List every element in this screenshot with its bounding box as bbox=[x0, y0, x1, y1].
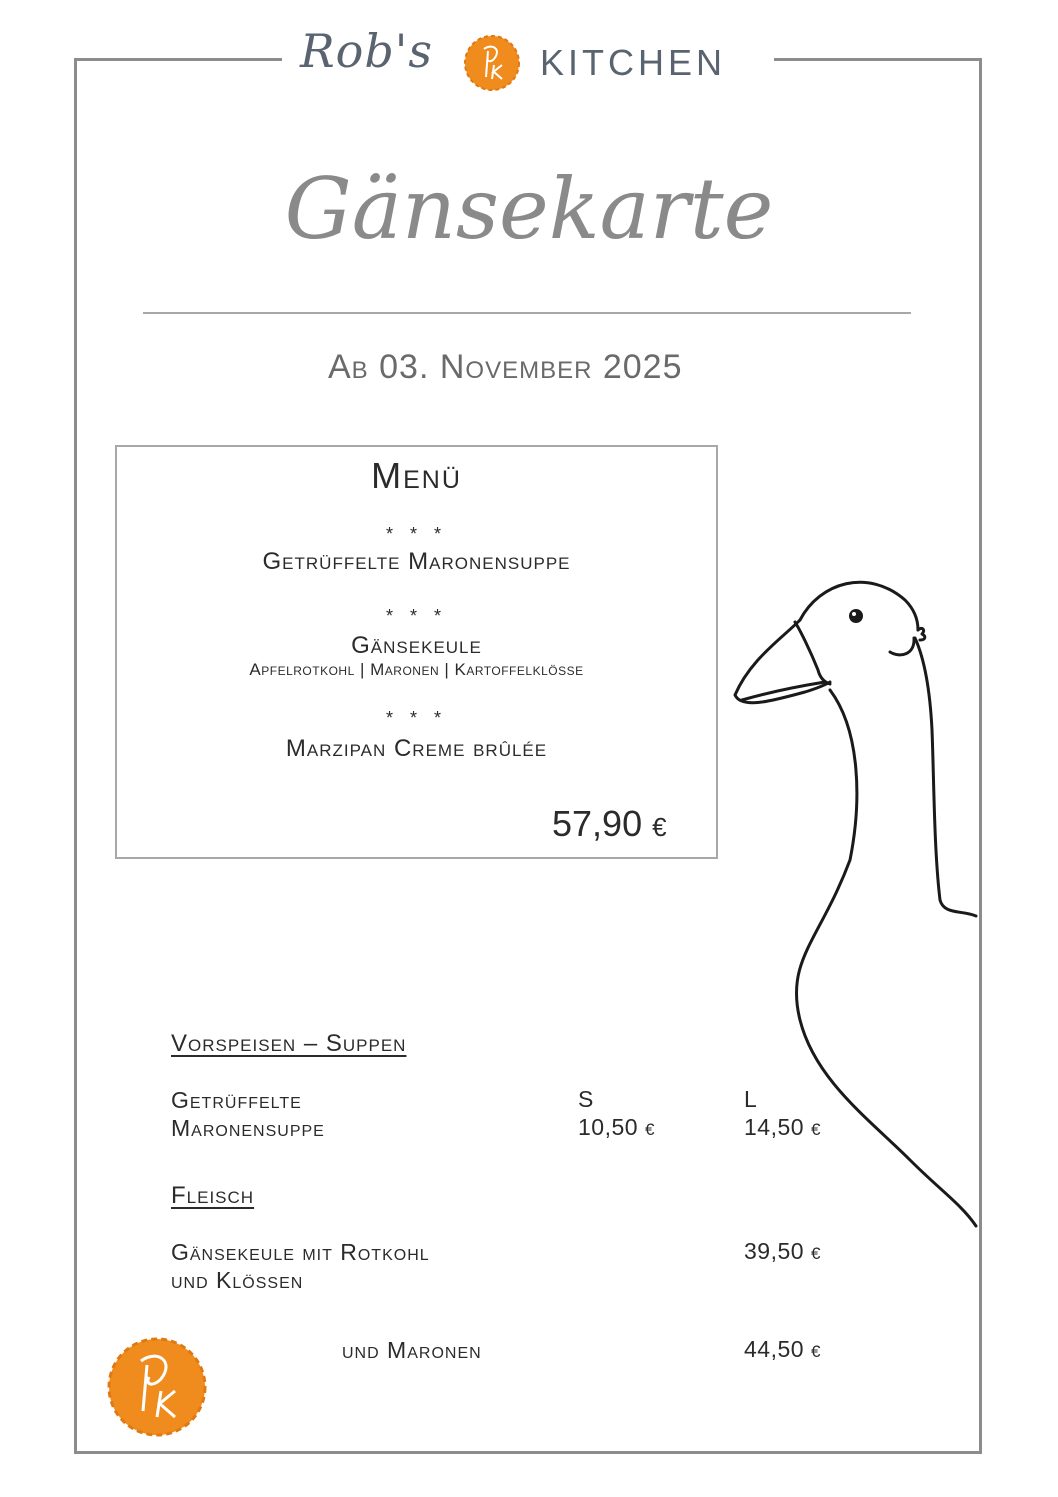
meat-item-1-price-value: 39,50 bbox=[744, 1238, 805, 1264]
goose-illustration-icon bbox=[700, 560, 980, 1240]
section-heading-meat: Fleisch bbox=[171, 1182, 255, 1209]
meat-item-2-price-currency: € bbox=[810, 1342, 821, 1361]
menu-course-2: Gänsekeule bbox=[351, 632, 482, 659]
price-large bbox=[744, 1114, 821, 1141]
size-label-s: S bbox=[578, 1086, 594, 1112]
menu-course-1: Getrüffelte Maronensuppe bbox=[262, 548, 571, 575]
menu-course-2-sides: Apfelrotkohl | Maronen | Kartoffelklösse bbox=[249, 660, 584, 679]
starter-item-line2: Maronensuppe bbox=[171, 1115, 325, 1141]
brand-script: Rob's bbox=[300, 24, 434, 78]
meat-item-1-line2: und Klössen bbox=[171, 1267, 304, 1293]
section-heading-starters: Vorspeisen – Suppen bbox=[171, 1030, 407, 1057]
price-large-value: 14,50 bbox=[744, 1114, 805, 1140]
price-small-currency: € bbox=[644, 1120, 655, 1139]
price-small-value: 10,50 bbox=[578, 1114, 639, 1140]
price-small bbox=[578, 1114, 655, 1141]
rk-logo-icon bbox=[462, 33, 522, 93]
menu-title: Menü bbox=[371, 455, 462, 496]
title-divider bbox=[143, 312, 911, 314]
meat-item-1-line1: Gänsekeule mit Rotkohl bbox=[171, 1239, 430, 1265]
date-line: Ab 03. November 2025 bbox=[328, 348, 683, 386]
menu-price bbox=[552, 803, 667, 845]
menu-separator: * * * bbox=[385, 524, 448, 544]
size-label-l: L bbox=[744, 1086, 758, 1112]
starter-item-line1: Getrüffelte bbox=[171, 1087, 302, 1113]
price-large-currency: € bbox=[810, 1120, 821, 1139]
meat-item-2-price-value: 44,50 bbox=[744, 1336, 805, 1362]
menu-separator: * * * bbox=[385, 606, 448, 626]
meat-item-2: und Maronen bbox=[342, 1337, 482, 1363]
page-title: Gänsekarte bbox=[284, 160, 774, 258]
meat-item-2-price bbox=[744, 1336, 821, 1363]
brand-word: KITCHEN bbox=[540, 42, 727, 83]
rk-corner-logo-icon bbox=[105, 1335, 209, 1439]
meat-item-1-price bbox=[744, 1238, 821, 1265]
menu-course-3: Marzipan Creme brûlée bbox=[285, 735, 548, 762]
menu-price-currency: € bbox=[652, 812, 667, 842]
menu-separator: * * * bbox=[385, 708, 448, 728]
meat-item-1-price-currency: € bbox=[810, 1244, 821, 1263]
menu-price-value: 57,90 bbox=[552, 803, 643, 844]
